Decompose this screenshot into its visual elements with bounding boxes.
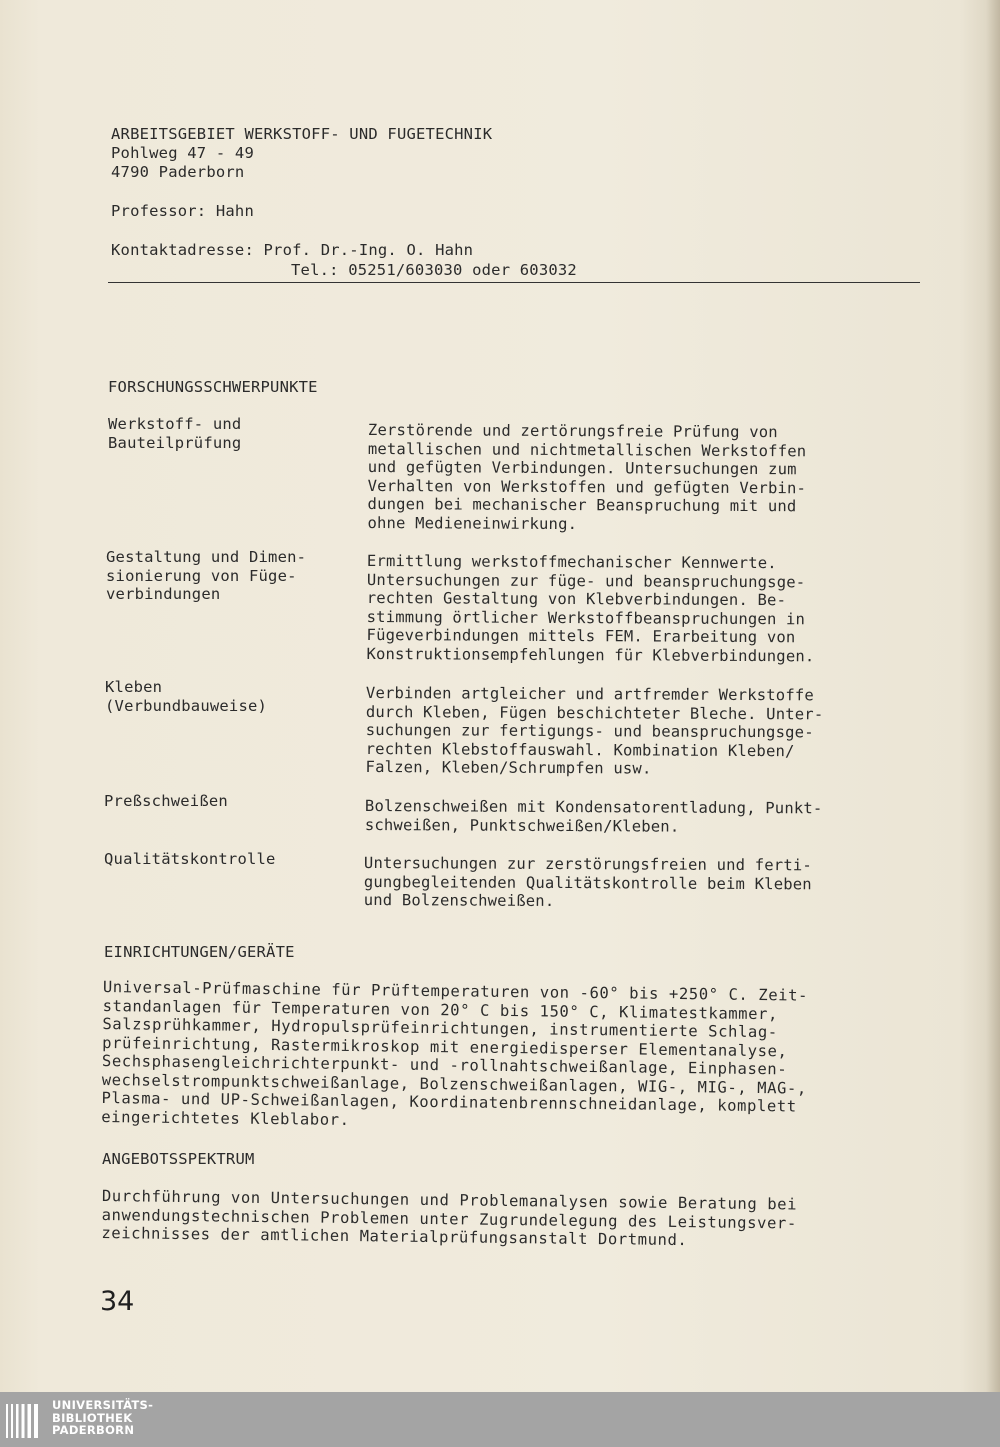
street-address: Pohlweg 47 - 49 bbox=[111, 144, 254, 162]
research-description: Verbinden artgleicher und artfremder Werkstoffe durch Kleben, Fügen beschichteter Bleche. Unter- suchungen zur fertigungs- und beanspruchungsge- rechten Klebstoffauswahl. Kombination Kleben/ Falzen, Kleben/Schrumpfen usw. bbox=[365, 684, 824, 778]
professor-line: Professor: Hahn bbox=[111, 202, 254, 220]
logo-line: PADERBORN bbox=[52, 1423, 135, 1437]
page-number: 34 bbox=[100, 1286, 135, 1317]
section-heading-einrichtungen: EINRICHTUNGEN/GERÄTE bbox=[104, 943, 295, 961]
telephone-line: Tel.: 05251/603030 oder 603032 bbox=[291, 261, 577, 279]
page-edge-shadow bbox=[986, 0, 1000, 1392]
contact-line: Kontaktadresse: Prof. Dr.-Ing. O. Hahn bbox=[111, 241, 474, 259]
city-address: 4790 Paderborn bbox=[111, 163, 245, 181]
equipment-paragraph: Universal-Prüfmaschine für Prüftemperaturen von -60° bis +250° C. Zeit- standanlagen für Temperaturen von 20° C bis 150° C, Klimatestkammer, Salzsprühkammer, Hydropulsprüfeinrichtungen, instrumentierte Schlag- prüfeinrichtung, Rastermikroskop mit energiedisperser Elementanalyse, Sechsphasengleichrichterpunkt- und -rollnahtschweißanlage, Einphasen- wechselstrompunktschweißanlage, Bolzenschweißanlagen, WIG-, MIG-, MAG-, Plasma- und UP-Schweißanlagen, Koordinatenbrennschneidanlage, komplett eingerichtetes Kleblabor. bbox=[101, 978, 809, 1129]
services-paragraph: Durchführung von Untersuchungen und Problemanalysen sowie Beratung bei anwendungstechnischen Problemen unter Zugrundelegung des Leistungsver- zeichnisses der amtlichen Materialprüfungsanstalt Dortmund. bbox=[101, 1187, 798, 1250]
section-heading-forschung: FORSCHUNGSSCHWERPUNKTE bbox=[108, 378, 318, 396]
research-label: Gestaltung und Dimen- sionierung von Füge- verbindungen bbox=[106, 548, 307, 603]
logo-line: BIBLIOTHEK bbox=[52, 1410, 133, 1425]
library-footer bbox=[0, 1392, 1000, 1447]
logo-line: UNIVERSITÄTS- bbox=[52, 1398, 154, 1412]
header-divider bbox=[108, 282, 920, 283]
research-label: Qualitätskontrolle bbox=[104, 850, 276, 868]
library-logo-icon bbox=[6, 1400, 46, 1440]
institute-name: ARBEITSGEBIET WERKSTOFF- UND FUGETECHNIK bbox=[111, 125, 493, 143]
library-logo-text bbox=[52, 1399, 153, 1437]
research-description: Ermittlung werkstoffmechanischer Kennwerte. Untersuchungen zur füge- und beanspruchungsge- rechten Gestaltung von Klebverbindungen. Be- stimmung örtlicher Werkstoffbeanspruchungen in Fügeverbindungen mittels FEM. Erarbeitung von Konstruktionsempfehlungen für Klebverbindungen. bbox=[366, 552, 815, 665]
research-description: Untersuchungen zur zerstörungsfreien und ferti- gungbegleitenden Qualitätskontrolle beim Kleben und Bolzenschweißen. bbox=[363, 854, 812, 910]
research-label: Preßschweißen bbox=[104, 792, 228, 810]
research-label: Werkstoff- und Bauteilprüfung bbox=[108, 415, 242, 452]
research-description: Bolzenschweißen mit Kondensatorentladung, Punkt- schweißen, Punktschweißen/Kleben. bbox=[364, 797, 823, 836]
research-description: Zerstörende und zertörungsfreie Prüfung von metallischen und nichtmetallischen Werkstoffen und gefügten Verbindungen. Untersuchungen zum Verhalten von Werkstoffen und gefügten Verbin- dungen bei mechanischer Beanspruchung mit und ohne Medieneinwirkung. bbox=[367, 421, 807, 533]
section-heading-angebot: ANGEBOTSSPEKTRUM bbox=[102, 1150, 255, 1168]
research-label: Kleben (Verbundbauweise) bbox=[105, 678, 268, 715]
